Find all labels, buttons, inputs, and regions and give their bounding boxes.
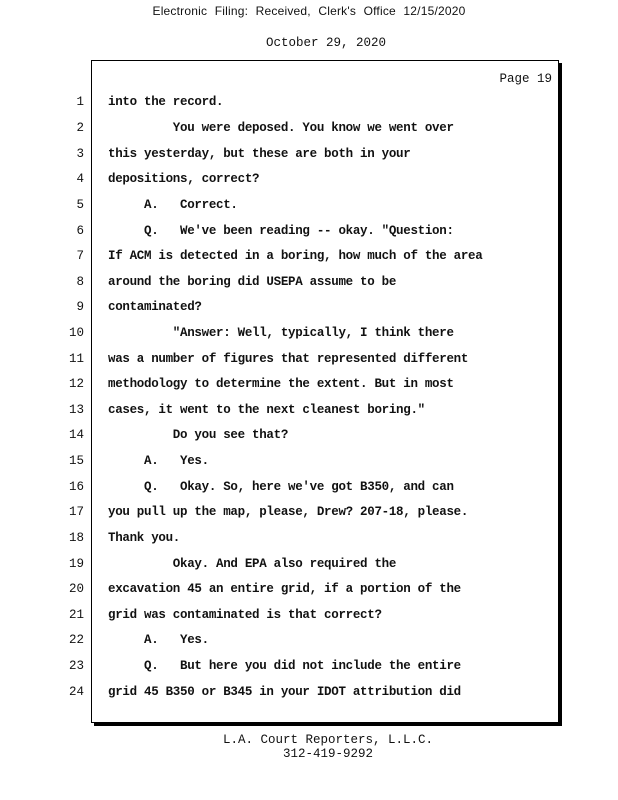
transcript-line: contaminated?	[108, 300, 202, 314]
transcript-line: If ACM is detected in a boring, how much of the area	[108, 249, 483, 263]
transcript-line: Thank you.	[108, 531, 181, 545]
transcript-line: Okay. And EPA also required the	[108, 557, 397, 571]
transcript-line: Q. We've been reading -- okay. "Question:	[108, 224, 454, 238]
transcript-line: excavation 45 an entire grid, if a portion of the	[108, 582, 461, 596]
transcript-date: October 29, 2020	[265, 36, 387, 50]
transcript-line: methodology to determine the extent. But in most	[108, 377, 454, 391]
transcript-line: around the boring did USEPA assume to be	[108, 275, 397, 289]
transcript-line: you pull up the map, please, Drew? 207-18, please.	[108, 505, 469, 519]
line-number: 7	[76, 249, 84, 263]
line-number: 12	[68, 377, 84, 391]
line-number: 14	[68, 428, 84, 442]
transcript-line: into the record.	[108, 95, 224, 109]
line-number: 21	[68, 608, 84, 622]
filing-stamp: Electronic Filing: Received, Clerk's Office 12/15/2020	[152, 4, 466, 18]
line-number: 1	[76, 95, 84, 109]
page-number: Page 19	[499, 72, 552, 86]
transcript-line: depositions, correct?	[108, 172, 260, 186]
transcript-line: You were deposed. You know we went over	[108, 121, 454, 135]
footer-company: L.A. Court Reporters, L.L.C.	[222, 733, 434, 747]
line-number: 18	[68, 531, 84, 545]
line-number: 23	[68, 659, 84, 673]
line-number: 11	[68, 352, 84, 366]
transcript-line: grid 45 B350 or B345 in your IDOT attribution did	[108, 685, 461, 699]
line-number: 8	[76, 275, 84, 289]
line-number: 4	[76, 172, 84, 186]
transcript-line: Q. Okay. So, here we've got B350, and can	[108, 480, 454, 494]
line-number: 19	[68, 557, 84, 571]
line-number: 9	[76, 300, 84, 314]
line-number: 3	[76, 147, 84, 161]
line-number: 15	[68, 454, 84, 468]
line-number: 17	[68, 505, 84, 519]
line-number: 22	[68, 633, 84, 647]
transcript-line: grid was contaminated is that correct?	[108, 608, 382, 622]
transcript-line: Do you see that?	[108, 428, 289, 442]
line-number: 5	[76, 198, 84, 212]
transcript-line: cases, it went to the next cleanest boring."	[108, 403, 425, 417]
transcript-line: A. Yes.	[108, 633, 209, 647]
line-number: 2	[76, 121, 84, 135]
transcript-line: was a number of figures that represented different	[108, 352, 469, 366]
footer-phone: 312-419-9292	[282, 747, 373, 761]
line-number: 10	[68, 326, 84, 340]
transcript-line: A. Yes.	[108, 454, 209, 468]
transcript-line: Q. But here you did not include the entire	[108, 659, 461, 673]
transcript-line: A. Correct.	[108, 198, 238, 212]
line-number: 13	[68, 403, 84, 417]
line-number: 20	[68, 582, 84, 596]
transcript-line: this yesterday, but these are both in your	[108, 147, 411, 161]
line-number: 24	[68, 685, 84, 699]
line-number: 16	[68, 480, 84, 494]
transcript-line: "Answer: Well, typically, I think there	[108, 326, 454, 340]
line-number: 6	[76, 224, 84, 238]
